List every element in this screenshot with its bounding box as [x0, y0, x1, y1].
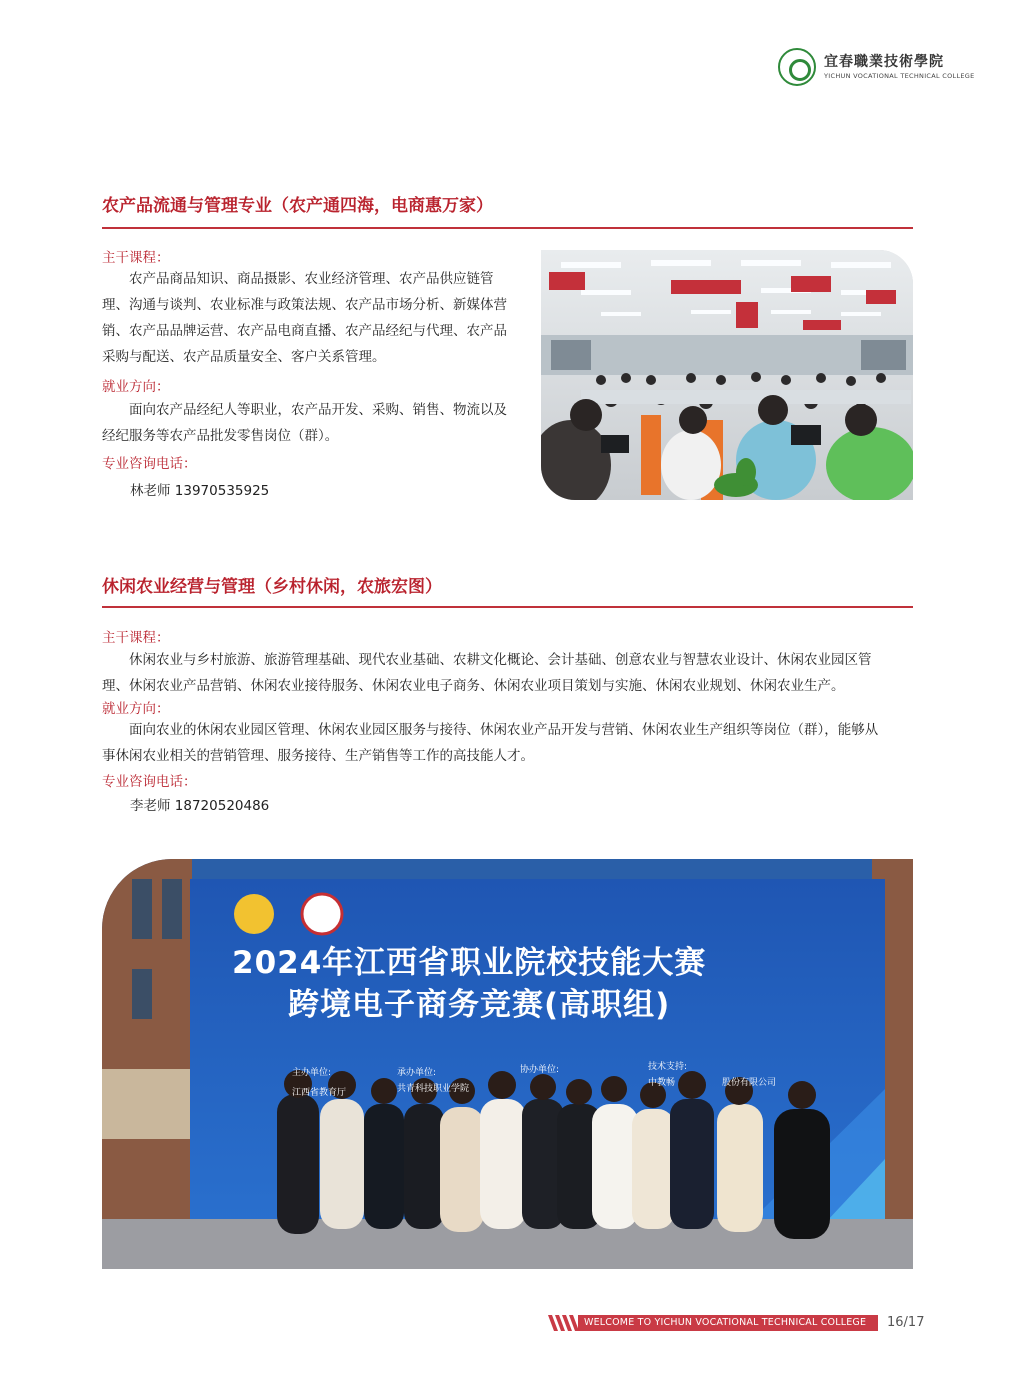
section1-courses-line: 采购与配送、农产品质量安全、客户关系管理。 [102, 349, 386, 365]
banner-title-line1: 2024年江西省职业院校技能大赛 [232, 945, 707, 981]
banner-tech-support-label: 技术支持: [648, 1062, 688, 1072]
college-seal-icon [778, 48, 816, 86]
footer-stripes-icon [548, 1315, 578, 1331]
page-number: 16/17 [887, 1315, 925, 1330]
banner-tech-support-value-tail: 股份有限公司 [722, 1078, 777, 1088]
competition-photo-illustration [102, 859, 913, 1269]
section1-career-line: 面向农产品经纪人等职业，农产品开发、采购、销售、物流以及 [129, 402, 507, 418]
section2-heading [102, 572, 442, 597]
section1-phone-label: 专业咨询电话： [102, 456, 197, 472]
section2-career-text [102, 717, 922, 769]
section1-phone: 林老师 13970535925 [130, 483, 270, 499]
banner-host-value: 共青科技职业学院 [397, 1084, 470, 1094]
section1-career-label: 就业方向： [102, 379, 170, 395]
section2-courses-text [102, 647, 922, 699]
section1-subtitle: （农产通四海，电商惠万家） [272, 196, 493, 216]
section2-phone: 李老师 18720520486 [130, 798, 270, 814]
college-name-cn: 宜春職業技術學院 [824, 54, 944, 70]
footer-tagline: WELCOME TO YICHUN VOCATIONAL TECHNICAL COLLEGE [584, 1317, 867, 1328]
banner-coorganizer-label: 协办单位: [520, 1065, 560, 1075]
section2-career-line: 事休闲农业相关的营销管理、服务接待、生产销售等工作的高技能人才。 [102, 748, 534, 764]
banner-host-label: 承办单位: [397, 1068, 437, 1078]
banner-tech-support-value: 中教畅 [648, 1078, 676, 1088]
classroom-photo-illustration [541, 250, 913, 500]
section1-courses-label: 主干课程： [102, 250, 170, 266]
banner-organizer-value: 江西省教育厅 [292, 1088, 347, 1098]
banner-title-line2: 跨境电子商务竞赛(高职组) [288, 987, 671, 1023]
section1-courses-text [102, 266, 522, 370]
banner-organizer-label: 主办单位: [292, 1068, 332, 1078]
section1-courses-line: 农产品商品知识、商品摄影、农业经济管理、农产品供应链管 [129, 271, 494, 287]
section2-courses-label: 主干课程： [102, 630, 170, 646]
section2-career-line: 面向农业的休闲农业园区管理、休闲农业园区服务与接待、休闲农业产品开发与营销、休闲农业生产组织等岗位（群），能够从 [129, 722, 879, 738]
college-logo [778, 48, 975, 88]
section1-career-line: 经纪服务等农产品批发零售岗位（群）。 [102, 428, 339, 444]
section1-courses-line: 销、农产品品牌运营、农产品电商直播、农产品经纪与代理、农产品 [102, 323, 507, 339]
section2-phone-label: 专业咨询电话： [102, 774, 197, 790]
section1-career-text [102, 397, 522, 449]
college-name-en: YICHUN VOCATIONAL TECHNICAL COLLEGE [824, 72, 975, 80]
section2-career-label: 就业方向： [102, 701, 170, 717]
section2-courses-line: 理、休闲农业产品营销、休闲农业接待服务、休闲农业电子商务、休闲农业项目策划与实施、休闲农业规划、休闲农业生产。 [102, 678, 845, 694]
section2-subtitle: （乡村休闲，农旅宏图） [255, 577, 442, 597]
section1-courses-line: 理、沟通与谈判、农业标准与政策法规、农产品市场分析、新媒体营 [102, 297, 507, 313]
section2-divider [102, 606, 913, 608]
section1-heading [102, 191, 493, 216]
section1-title: 农产品流通与管理专业 [102, 196, 272, 216]
section1-divider [102, 227, 913, 229]
classroom-photo [541, 250, 913, 500]
section2-title: 休闲农业经营与管理 [102, 577, 255, 597]
competition-group-photo [102, 859, 913, 1269]
section2-courses-line: 休闲农业与乡村旅游、旅游管理基础、现代农业基础、农耕文化概论、会计基础、创意农业与智慧农业设计、休闲农业园区管 [129, 652, 872, 668]
